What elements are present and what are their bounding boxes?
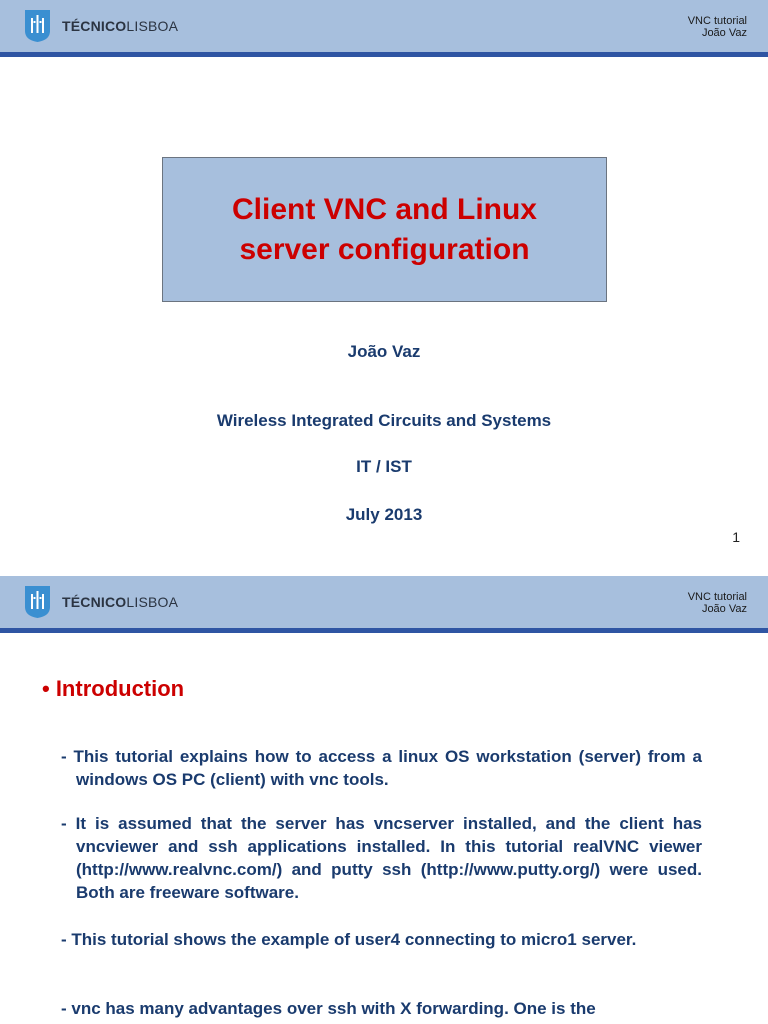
intro-paragraph-4: - vnc has many advantages over ssh with X forwarding. One is the (61, 999, 596, 1018)
intro-paragraph-3: - This tutorial shows the example of user4 connecting to micro1 server. (61, 930, 637, 949)
slide-header (0, 0, 768, 52)
header-doc-info (688, 15, 747, 39)
intro-paragraph-2: - It is assumed that the server has vncserver installed, and the client has vncviewer and ssh applications installed. In this tutorial realVNC viewer (http://www.realvnc.com/) and putty ssh (http://www.putty.org/) were used. Both are freeware software. (61, 814, 702, 902)
logo-text: TÉCNICOLISBOA (62, 594, 179, 610)
tecnico-shield-icon (24, 9, 51, 43)
header-doc-title: VNC tutorial (687, 591, 747, 603)
header-doc-info (688, 591, 747, 615)
tecnico-lisboa-logo (24, 9, 178, 43)
header-divider (0, 52, 768, 57)
page-number: 1 (732, 529, 740, 545)
header-doc-title: VNC tutorial (687, 15, 747, 27)
header-divider (0, 628, 768, 633)
section-heading: • Introduction (42, 676, 185, 701)
introduction-slide (0, 576, 768, 1024)
tecnico-lisboa-logo (24, 585, 178, 619)
author-name: João Vaz (347, 342, 421, 361)
header-doc-author: João Vaz (701, 603, 747, 615)
title-box (162, 157, 607, 302)
tecnico-shield-icon (24, 585, 51, 619)
logo-text: TÉCNICOLISBOA (62, 18, 179, 34)
intro-paragraph-1: - This tutorial explains how to access a linux OS workstation (server) from a windows OS PC (client) with vnc tools. (61, 747, 702, 789)
slide-title-line-1: Client VNC and Linux (231, 192, 537, 226)
slide-header (0, 576, 768, 628)
presentation-date: July 2013 (345, 505, 423, 524)
header-doc-author: João Vaz (701, 27, 747, 39)
slide-title-line-2: server configuration (239, 232, 530, 266)
affiliation: Wireless Integrated Circuits and Systems (216, 411, 552, 430)
institution: IT / IST (356, 457, 412, 476)
